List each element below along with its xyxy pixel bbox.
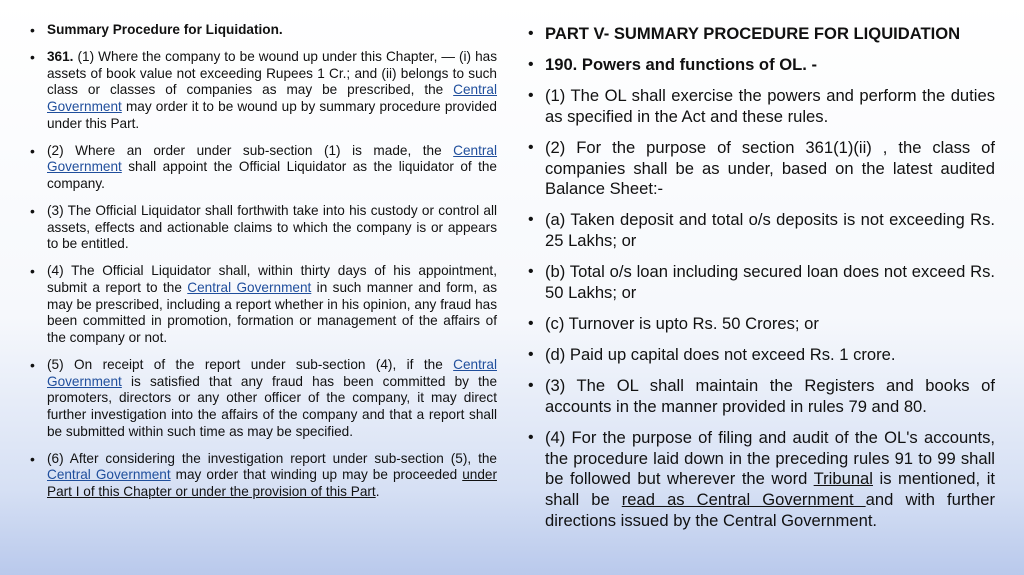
bullet-icon: • [528, 377, 534, 395]
list-item [528, 138, 995, 200]
rule-heading: 190. Powers and functions of OL. - [545, 55, 817, 75]
bullet-icon: • [30, 22, 35, 38]
list-item [528, 24, 995, 45]
paragraph-text: is satisfied that any fraud has been committed by the promoters, directors or any other officer of the company, it may direct further investigation into the affairs of the company and that a report shall be submitted within such time as may be specified. [47, 373, 497, 439]
bullet-icon: • [528, 25, 534, 42]
paragraph-text: (3) The OL shall maintain the Registers and books of accounts in the manner provided in rules 79 and 80. [545, 376, 995, 416]
section-number: 361. [47, 48, 74, 64]
underlined-text: under Part I of this Chapter or under the provision of this Part [47, 467, 497, 499]
paragraph-text: (c) Turnover is upto Rs. 50 Crores; or [545, 314, 819, 334]
underlined-text: Tribunal [813, 469, 873, 489]
list-item [528, 428, 995, 532]
bullet-icon: • [30, 263, 35, 280]
list-item [528, 262, 995, 303]
central-government-link[interactable]: Central Government [187, 279, 312, 295]
central-government-link[interactable]: Central Government [47, 467, 171, 483]
underlined-text: read as Central Government [621, 490, 866, 510]
paragraph-text: . [375, 484, 380, 499]
paragraph-text: (5) On receipt of the report under sub-section (4), if the [47, 356, 454, 372]
paragraph-text: (2) For the purpose of section 361(1)(ii) , the class of companies shall be as under, based on the latest audited Balance Sheet:- [545, 137, 995, 199]
paragraph-text: (d) Paid up capital does not exceed Rs. 1 crore. [545, 345, 896, 365]
list-item [30, 451, 497, 501]
bullet-icon: • [528, 138, 534, 156]
bullet-icon: • [528, 346, 534, 364]
central-government-link[interactable]: Central Government [47, 356, 497, 389]
list-item [528, 314, 995, 335]
list-item [30, 143, 497, 193]
paragraph-text: (3) The Official Liquidator shall forthwith take into his custody or control all assets, effects and actionable claims to which the company is or appears to be entitled. [47, 202, 497, 252]
bullet-icon: • [528, 263, 534, 281]
list-item [528, 376, 995, 417]
paragraph-text: (a) Taken deposit and total o/s deposits is not exceeding Rs. 25 Lakhs; or [545, 210, 995, 251]
paragraph-text: (b) Total o/s loan including secured loan does not exceed Rs. 50 Lakhs; or [545, 262, 995, 302]
bullet-icon: • [30, 142, 35, 159]
bullet-icon: • [528, 211, 534, 229]
list-item [30, 263, 497, 347]
paragraph-text: (6) After considering the investigation report under sub-section (5), the [47, 450, 497, 466]
bullet-icon: • [528, 56, 534, 74]
paragraph-text: (1) Where the company to be wound up under this Chapter, — (i) has assets of book value not exceeding Rupees 1 Cr.; and (ii) belongs to such class or classes of companies as may be prescribed, the [47, 48, 497, 98]
paragraph-text: (2) Where an order under sub-section (1) is made, the [47, 142, 454, 158]
list-item [30, 22, 497, 39]
right-bullet-list [528, 24, 995, 532]
list-item [528, 55, 995, 76]
left-bullet-list [30, 22, 497, 501]
central-government-link[interactable]: Central Government [47, 142, 497, 175]
list-item [528, 345, 995, 366]
left-column [30, 22, 497, 511]
paragraph-text: (4) The Official Liquidator shall, within thirty days of his appointment, submit a report to the [47, 263, 497, 295]
list-item [30, 357, 497, 441]
list-item [528, 210, 995, 251]
bullet-icon: • [30, 450, 35, 467]
bullet-icon: • [30, 202, 35, 219]
paragraph-text: shall appoint the Official Liquidator as the liquidator of the company. [47, 159, 497, 191]
list-item [30, 203, 497, 253]
bullet-icon: • [30, 356, 35, 373]
bullet-icon: • [30, 48, 35, 65]
paragraph-text: may order that winding up may be proceeded [170, 467, 463, 483]
paragraph-text: and with further directions issued by the Central Government. [545, 490, 996, 530]
central-government-link[interactable]: Central Government [47, 82, 497, 114]
section-heading: Summary Procedure for Liquidation. [47, 22, 283, 37]
bullet-icon: • [528, 429, 534, 447]
bullet-icon: • [528, 87, 534, 105]
bullet-icon: • [528, 315, 534, 333]
paragraph-text: (1) The OL shall exercise the powers and perform the duties as specified in the Act and these rules. [545, 86, 995, 126]
section-heading: PART V- SUMMARY PROCEDURE FOR LIQUIDATION [545, 24, 961, 43]
right-column [528, 24, 995, 542]
paragraph-text: may order it to be wound up by summary procedure provided under this Part. [47, 99, 497, 131]
paragraph-text: in such manner and form, as may be prescribed, including a report whether in his opinion, any fraud has been committed in promotion, formation or management of the affairs of the company or not. [47, 279, 497, 345]
paragraph-text: (4) For the purpose of filing and audit of the OL's accounts, the procedure laid down in the preceding rules 91 to 99 shall be followed but wherever the word [545, 428, 995, 489]
list-item [30, 49, 497, 133]
paragraph-text: is mentioned, it shall be [545, 469, 995, 510]
list-item [528, 86, 995, 127]
